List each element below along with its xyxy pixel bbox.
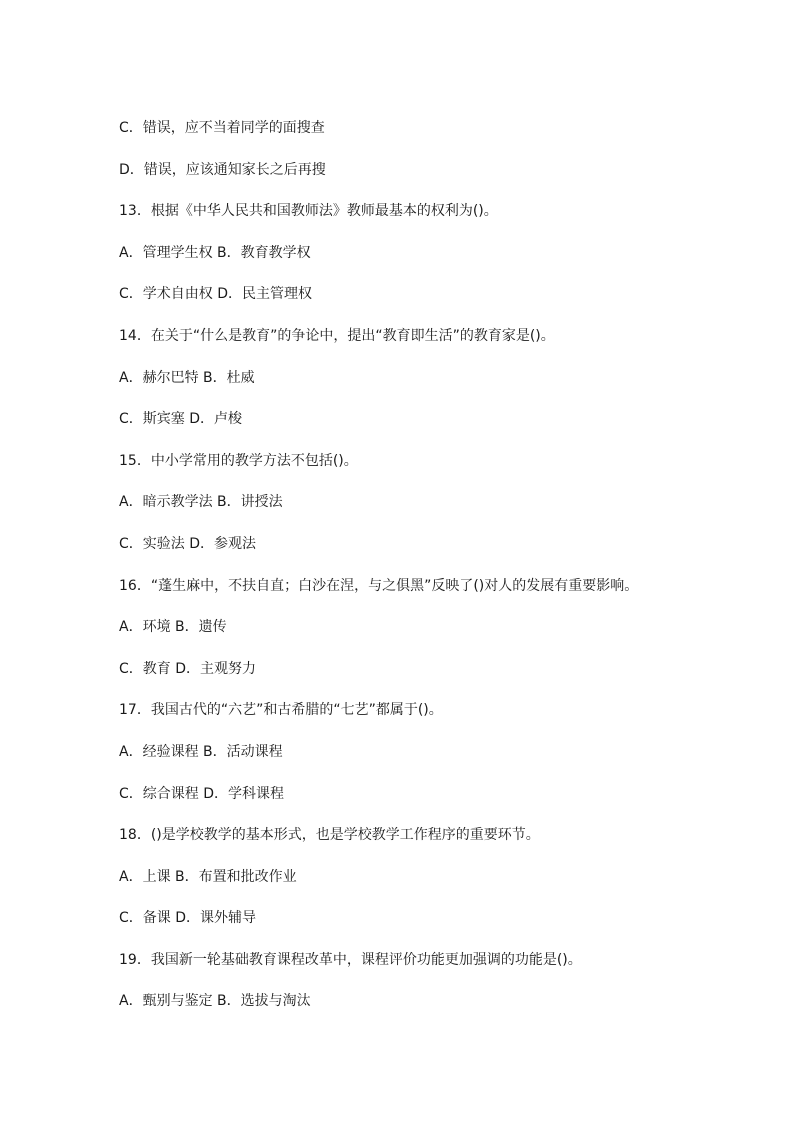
- option-line: C．学术自由权 D．民主管理权: [119, 286, 313, 303]
- option-line: A．甄别与鉴定 B．选拔与淘汰: [119, 993, 311, 1010]
- option-line: C．备课 D．课外辅导: [119, 910, 257, 927]
- option-line: C．斯宾塞 D．卢梭: [119, 411, 243, 428]
- option-line: D．错误，应该通知家长之后再搜: [119, 161, 326, 178]
- question-line: 19．我国新一轮基础教育课程改革中，课程评价功能更加强调的功能是()。: [119, 951, 582, 968]
- question-line: 16．“蓬生麻中，不扶自直；白沙在涅，与之俱黑”反映了()对人的发展有重要影响。: [119, 577, 639, 594]
- question-line: 18．()是学校教学的基本形式，也是学校教学工作程序的重要环节。: [119, 827, 540, 844]
- option-line: A．暗示教学法 B．讲授法: [119, 494, 283, 511]
- option-line: A．赫尔巴特 B．杜威: [119, 369, 255, 386]
- question-line: 14．在关于“什么是教育”的争论中，提出“教育即生活”的教育家是()。: [119, 327, 555, 344]
- question-line: 15．中小学常用的教学方法不包括()。: [119, 452, 358, 469]
- option-line: A．环境 B．遗传: [119, 619, 227, 636]
- option-line: A．管理学生权 B．教育教学权: [119, 244, 311, 261]
- option-line: C．综合课程 D．学科课程: [119, 785, 285, 802]
- option-line: A．经验课程 B．活动课程: [119, 743, 283, 760]
- option-line: C．教育 D．主观努力: [119, 660, 257, 677]
- option-line: A．上课 B．布置和批改作业: [119, 868, 297, 885]
- option-line: C．实验法 D．参观法: [119, 535, 257, 552]
- text-body: [119, 116, 759, 1031]
- question-line: 17．我国古代的“六艺”和古希腊的“七艺”都属于()。: [119, 702, 443, 719]
- option-line: C．错误，应不当着同学的面搜查: [119, 120, 325, 136]
- question-line: 13．根据《中华人民共和国教师法》教师最基本的权利为()。: [119, 203, 498, 220]
